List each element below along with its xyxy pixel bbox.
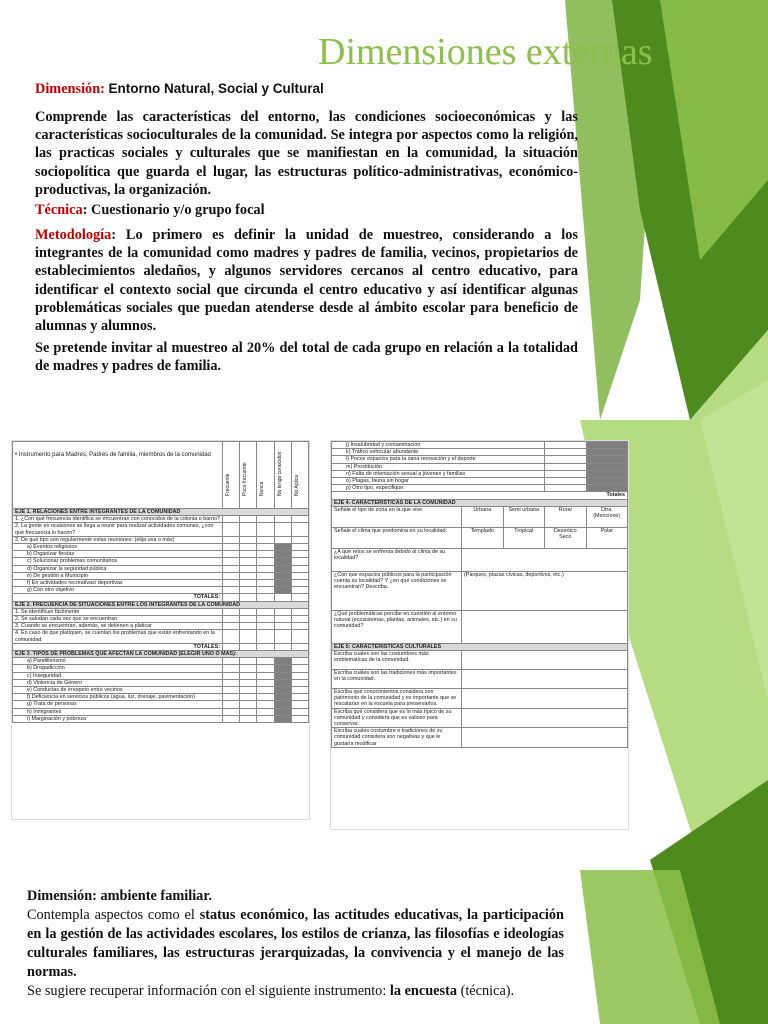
questionnaire-table-2 [331,441,628,748]
sheet1-answer-cell[interactable] [223,630,240,643]
sheet1-row [13,580,309,587]
sheet1-answer-cell[interactable] [274,594,291,601]
sheet1-row-label: TOTALES: [13,594,223,601]
sheet1-row-label: EJE 1. RELACIONES ENTRE INTEGRANTES DE LA COMUNIDAD [13,509,309,516]
sheet1-row-label: EJE 2. FRECUENCIA DE SITUACIONES ENTRE LOS INTEGRANTES DE LA COMUNIDAD [13,601,309,608]
sheet1-answer-cell[interactable] [223,672,240,679]
sheet1-answer-cell[interactable] [240,544,257,551]
sheet1-answer-cell[interactable] [291,544,308,551]
questionnaire-table-1 [12,441,309,723]
dimension2-p2-end: (técnica). [460,983,515,999]
sheet1-answer-cell[interactable] [274,580,291,587]
sheet1-answer-cell[interactable] [274,565,291,572]
sheet2-problem-label: n) Falta de orientación sexual a jóvenes y familias [332,470,545,477]
sheet2-open-question: ¿Qué problemáticas percibe en cuestión al entorno natural (ecosistemas, plantas, animales, etc.) en su comunidad? [332,610,462,643]
sheet1-answer-cell[interactable] [291,523,308,536]
sheet1-row [13,594,309,601]
sheet1-answer-cell[interactable] [223,665,240,672]
sheet2-problem-row [332,442,628,449]
sheet1-answer-cell[interactable] [274,658,291,665]
sheet2-cultural-question: Escriba cuales son las costumbres más emblemáticas de la comunidad. [332,651,462,670]
sheet1-answer-cell[interactable] [257,516,274,523]
sheet1-answer-cell[interactable] [223,516,240,523]
sheet1-answer-cell[interactable] [240,565,257,572]
sheet1-row [13,672,309,679]
sheet1-answer-cell[interactable] [274,643,291,650]
sheet2-answer-cell[interactable] [545,442,587,449]
sheet1-answer-cell[interactable] [274,665,291,672]
sheet1-row [13,687,309,694]
sheet2-answer-cell[interactable] [545,470,587,477]
sheet2-zona-option[interactable]: Semi urbana [503,506,545,527]
sheet2-answer-cell[interactable] [545,478,587,485]
sheet1-answer-cell[interactable] [257,630,274,643]
sheet1-row-label: 1. ¿Con qué frecuencia identifica se encuentran con conocidos de la colonia o barrio? [13,516,223,523]
dimension-description: Comprende las características del entorno, las condiciones socioeconómicas y las características socioculturales de la comunidad. Se integra por aspectos como la religión, las practicas sociales y culturales que se manifiestan en la comunidad, la situación sociopolítica que guarda el lugar, las estructuras político-administrativas, económico-productivas, la organización. [35,109,578,198]
sheet1-row-label: e) Conductas de irrespeto entre vecinos [13,687,223,694]
sheet1-answer-cell[interactable] [257,572,274,579]
dimension-line [35,80,578,98]
sheet2-cultural-answer[interactable] [462,651,628,670]
sheet1-answer-cell[interactable] [291,587,308,594]
sheet2-eje5-row [332,643,628,650]
sheet1-col-3: No tengo conocidos [276,451,283,496]
sheet1-row [13,623,309,630]
sheet1-answer-cell[interactable] [274,523,291,536]
sheet1-answer-cell[interactable] [257,551,274,558]
sheet1-header-row [13,442,309,509]
sheet1-answer-cell[interactable] [291,608,308,615]
sheet1-row [13,658,309,665]
sheet1-answer-cell[interactable] [240,536,257,543]
sheet2-clima-option[interactable]: Polar [586,527,628,548]
sheet1-answer-cell[interactable] [240,701,257,708]
sheet1-row [13,665,309,672]
sheet2-totales-row [332,492,628,499]
sheet2-problem-row [332,449,628,456]
sheet2-eje5: EJE 5: CARACTERISTICAS CULTURALES [332,643,628,650]
sheet1-answer-cell[interactable] [240,587,257,594]
sheet1-row-label: d) Organizar la seguridad pública [13,565,223,572]
tecnica-label: Técnica [35,202,83,218]
sheet1-row-label: i) Marginación y pobreza [13,715,223,722]
sheet1-row-label: TOTALES: [13,643,223,650]
sheet1-answer-cell[interactable] [257,715,274,722]
sheet2-clima-option[interactable]: Tropical [503,527,545,548]
sheet1-answer-cell[interactable] [274,544,291,551]
sheet2-answer-cell[interactable] [586,485,628,492]
sheet1-row [13,715,309,722]
sheet1-answer-cell[interactable] [240,643,257,650]
sheet2-problem-row [332,470,628,477]
sheet1-row [13,651,309,658]
sheet1-answer-cell[interactable] [274,701,291,708]
sheet1-answer-cell[interactable] [223,551,240,558]
sheet2-zona-option[interactable]: Rural [545,506,587,527]
sheet1-answer-cell[interactable] [291,708,308,715]
dimension2-p1-bold: status económico, las actitudes educativas, la participación en la gestión de las actividades escolares, los estilos de crianza, las filosofías e ideologías culturales familiares, las estructuras jerarquizadas, la convivencia y el manejo de las normas. [27,907,564,980]
sheet2-cultural-question: Escriba qué conocimientos considera son patrimonio de la comunidad y es importante que se rescataran en la escuela para preservarlos. [332,689,462,709]
sheet1-header-text: Instrumento para Madres, Padres de familia, miembros de la comunidad [18,452,211,458]
sheet1-row-label: h) Inmigrantes [13,708,223,715]
sheet2-answer-cell[interactable] [586,442,628,449]
sheet2-answer-cell[interactable] [545,456,587,463]
sheet1-answer-cell[interactable] [240,594,257,601]
sheet1-answer-cell[interactable] [291,672,308,679]
sheet2-answer-cell[interactable] [586,463,628,470]
sheet2-clima-option[interactable]: Desertico Seco [545,527,587,548]
sheet1-answer-cell[interactable] [223,580,240,587]
sheet2-cultural-question: Escriba qué considera que es lo más típico de su comunidad y considera que es valioso para conservar. [332,708,462,728]
sheet2-problem-label: o) Plagas, fauna sin hogar [332,478,545,485]
sheet1-answer-cell[interactable] [274,558,291,565]
sheet1-answer-cell[interactable] [274,572,291,579]
sheet1-row [13,544,309,551]
sheet1-answer-cell[interactable] [240,623,257,630]
sheet2-cultural-row [332,670,628,689]
sheet2-cultural-question: Escriba cuáles son las tradiciones más importantes en la comunidad. [332,670,462,689]
sheet2-zona-option[interactable]: Urbana [462,506,504,527]
sheet1-answer-cell[interactable] [257,616,274,623]
sheet1-row-label: b) Organizar fiestas [13,551,223,558]
sheet1-answer-cell[interactable] [223,572,240,579]
sheet1-row [13,516,309,523]
sheet1-row-label: 4. En caso de que platiquen, se cuentan los problemas que están enfrentando en la comunidad [13,630,223,643]
sheet1-row [13,523,309,536]
questionnaire-sheet-1 [11,440,310,820]
sheet2-cultural-row [332,651,628,670]
sheet2-clima-option[interactable]: Templado [462,527,504,548]
sheet1-answer-cell[interactable] [223,558,240,565]
sheet1-answer-cell[interactable] [274,516,291,523]
sheet2-answer-cell[interactable] [545,463,587,470]
sheet1-answer-cell[interactable] [291,643,308,650]
sheet2-problem-label: m) Prostitución [332,463,545,470]
sheet2-cultural-row [332,689,628,709]
sheet1-answer-cell[interactable] [223,643,240,650]
sheet1-answer-cell[interactable] [257,643,274,650]
sheet2-cultural-row [332,728,628,748]
sheet2-cultural-question: Escriba cuales costumbre o tradiciones de su comunidad considera son negativas y que le gustaría modificar [332,728,462,748]
sheet1-row-label: f) En actividades recreativas/ deportivas [13,580,223,587]
sheet1-answer-cell[interactable] [240,665,257,672]
sheet1-answer-cell[interactable] [223,587,240,594]
sheet1-answer-cell[interactable] [223,715,240,722]
sheet1-answer-cell[interactable] [240,708,257,715]
sheet1-answer-cell[interactable] [291,665,308,672]
sheet2-answer-cell[interactable] [586,478,628,485]
sheet1-answer-cell[interactable] [257,658,274,665]
sheet1-answer-cell[interactable] [257,523,274,536]
sheet2-problem-label: p) Otro tipo, especifique: [332,485,545,492]
sheet1-answer-cell[interactable] [257,558,274,565]
sheet2-answer-cell[interactable] [545,449,587,456]
metodologia-paragraph [35,226,578,335]
sheet1-answer-cell[interactable] [274,694,291,701]
sheet1-answer-cell[interactable] [274,608,291,615]
sheet1-row-label: g) Trata de personas [13,701,223,708]
dimension2-heading: Dimensión: ambiente familiar. [27,888,212,904]
sheet1-col-2: Nunca [259,481,266,496]
sheet1-answer-cell[interactable] [291,572,308,579]
sheet1-answer-cell[interactable] [257,672,274,679]
sheet1-answer-cell[interactable] [240,630,257,643]
sheet2-eje4-row [332,499,628,506]
sheet1-row-label: 1. Se identifican fácilmente [13,608,223,615]
sheet1-answer-cell[interactable] [257,665,274,672]
questionnaire-sheet-2 [330,440,629,830]
sheet1-answer-cell[interactable] [240,672,257,679]
sheet1-row-label: 3. De qué tipo son regularmente estas reuniones: (elija una o más) [13,536,223,543]
sheet1-row-label: c) Inseguridad [13,672,223,679]
sheet1-answer-cell[interactable] [240,608,257,615]
sheet1-answer-cell[interactable] [274,587,291,594]
sheet1-answer-cell[interactable] [291,715,308,722]
sheet1-row-label: b) Drogadicción [13,665,223,672]
sheet1-row-label: d) Violencia de Género [13,679,223,686]
sheet1-answer-cell[interactable] [223,708,240,715]
sheet1-answer-cell[interactable] [274,687,291,694]
sheet1-answer-cell[interactable] [223,544,240,551]
sheet1-row [13,558,309,565]
sheet1-answer-cell[interactable] [291,551,308,558]
sheet1-answer-cell[interactable] [291,536,308,543]
sheet1-answer-cell[interactable] [240,616,257,623]
sheet1-row-label: a) Eventos religiosos [13,544,223,551]
sheet2-eje4: EJE 4. CARACTERISTICAS DE LA COMUNIDAD [332,499,628,506]
sheet2-problem-row [332,463,628,470]
sheet2-cultural-row [332,708,628,728]
sheet1-answer-cell[interactable] [274,551,291,558]
sheet1-answer-cell[interactable] [257,608,274,615]
sheet1-answer-cell[interactable] [240,715,257,722]
sheet2-cultural-answer[interactable] [462,689,628,709]
sheet1-answer-cell[interactable] [223,694,240,701]
sheet1-row-label: e) De gestión a Municipio [13,572,223,579]
sheet1-answer-cell[interactable] [223,701,240,708]
sheet1-answer-cell[interactable] [291,594,308,601]
sheet1-row [13,608,309,615]
sheet1-row-label: 3. Cuando se encuentran, además, se detienen a platicar [13,623,223,630]
sheet1-answer-cell[interactable] [274,715,291,722]
sheet1-col-0: Frecuente [225,473,231,496]
sheet1-answer-cell[interactable] [223,565,240,572]
muestreo-paragraph: Se pretende invitar al muestreo al 20% del total de cada grupo en relación a la totalidad de madres y padres de familia. [35,340,578,375]
sheet2-problem-label: j) Insalubridad y contaminación [332,442,545,449]
sheet1-answer-cell[interactable] [223,623,240,630]
sheet2-clima-row [332,527,628,548]
sheet1-answer-cell[interactable] [257,580,274,587]
sheet1-answer-cell[interactable] [240,523,257,536]
sheet1-answer-cell[interactable] [240,658,257,665]
sheet1-answer-cell[interactable] [257,687,274,694]
page-title: Dimensiones externas [318,31,653,73]
sheet1-row [13,679,309,686]
sheet1-answer-cell[interactable] [291,565,308,572]
sheet1-row [13,587,309,594]
sheet1-answer-cell[interactable] [223,608,240,615]
sheet2-open-question-row [332,571,628,610]
sheet1-row [13,551,309,558]
sheet1-col-1: Poco frecuente [242,462,249,496]
sheet1-answer-cell[interactable] [240,580,257,587]
sheet1-answer-cell[interactable] [291,516,308,523]
sheet1-col-4: No Aplica [293,474,300,496]
sheet1-answer-cell[interactable] [257,701,274,708]
sheet1-answer-cell[interactable] [240,572,257,579]
sheet1-answer-cell[interactable] [291,616,308,623]
sheet1-answer-cell[interactable] [223,658,240,665]
sheet1-answer-cell[interactable] [291,687,308,694]
sheet2-open-question: ¿Con que espacios públicos para la participación cuenta su localidad? Y ¿en qué condiciones se encuentran? Describa. [332,571,462,610]
sheet1-answer-cell[interactable] [291,558,308,565]
sheet2-zona-option[interactable]: Otra. (Mencione) [586,506,628,527]
sheet1-answer-cell[interactable] [223,687,240,694]
sheet1-answer-cell[interactable] [257,679,274,686]
sheet1-row [13,616,309,623]
sheet1-answer-cell[interactable] [274,536,291,543]
sheet2-answer-cell[interactable] [586,456,628,463]
sheet1-answer-cell[interactable] [223,679,240,686]
dimension2-paragraph-2 [27,982,564,1001]
sheet1-answer-cell[interactable] [291,658,308,665]
sheet2-problem-row [332,456,628,463]
sheet1-row-label: c) Solucionar problemas comunitarios [13,558,223,565]
sheet1-answer-cell[interactable] [257,544,274,551]
sheet2-open-question-row [332,548,628,571]
dimension2-p2-bold: la encuesta [389,983,457,999]
dimension-label: Dimensión: [35,81,105,97]
sheet1-row [13,565,309,572]
sheet1-answer-cell[interactable] [223,523,240,536]
sheet2-problem-label: k) Tráfico vehicular abundante [332,449,545,456]
sheet2-clima-question: Señale el clima que predomina en su localidad: [332,527,462,548]
sheet1-answer-cell[interactable] [240,516,257,523]
sheet2-problem-row [332,485,628,492]
sheet1-answer-cell[interactable] [257,694,274,701]
sheet2-cultural-answer[interactable] [462,670,628,689]
sheet1-row-label: 2. La gente en ocasiones se llega a reunir para realizar actividades comunes, ¿con qué frecuencia lo hacen? [13,523,223,536]
sheet1-answer-cell[interactable] [257,536,274,543]
sheet1-answer-cell[interactable] [274,616,291,623]
dimension2-p2-start: Se sugiere recuperar información con el siguiente instrumento: [27,983,390,999]
sheet1-answer-cell[interactable] [291,580,308,587]
sheet1-row [13,601,309,608]
metodologia-label: Metodología [35,227,112,243]
sheet1-answer-cell[interactable] [223,616,240,623]
sheet1-answer-cell[interactable] [291,694,308,701]
sheet2-zona-row [332,506,628,527]
sheet2-cultural-answer[interactable] [462,708,628,728]
sheet2-open-question: ¿A qué retos se enfrenta debido al clima de su localidad? [332,548,462,571]
sheet1-answer-cell[interactable] [291,623,308,630]
sheet1-answer-cell[interactable] [223,536,240,543]
sheet2-open-answer[interactable] [462,548,628,571]
dimension2-paragraph-1 [27,906,564,982]
sheet1-row-label: g) Con otro objetivo [13,587,223,594]
sheet1-row [13,509,309,516]
sheet1-answer-cell[interactable] [240,558,257,565]
sheet1-answer-cell[interactable] [274,630,291,643]
sheet1-row [13,572,309,579]
sheet1-answer-cell[interactable] [291,630,308,643]
sheet1-answer-cell[interactable] [274,679,291,686]
sheet2-open-question-row [332,610,628,643]
sheet1-answer-cell[interactable] [274,623,291,630]
sheet1-row [13,643,309,650]
sheet2-problem-row [332,478,628,485]
sheet2-answer-cell[interactable] [545,485,587,492]
sheet1-answer-cell[interactable] [240,679,257,686]
sheet2-answer-cell[interactable] [586,449,628,456]
sheet1-row-label: f) Deficiencia en servicios públicos (agua, luz, drenaje, pavimentación) [13,694,223,701]
sheet1-row-label: 2. Se saludan cada vez que se encuentran [13,616,223,623]
dimension2-p1-start: Contempla aspectos como el [27,907,200,923]
sheet2-problem-label: l) Pocos espacios para la sana recreación y el deporte [332,456,545,463]
metodologia-value: : Lo primero es definir la unidad de muestreo, considerando a los integrantes de la comunidad como madres y padres de familia, vecinos, propietarios de establecimientos aledaños, y algunos servidores cercanos al centro educativo, para identificar el contexto social que circunda el centro educativo y así identificar algunas problemáticas sociales que puedan atenderse desde al ámbito escolar para beneficio de alumnas y alumnos. [35,227,578,335]
sheet1-answer-cell[interactable] [240,694,257,701]
sheet1-header: • Instrumento para Madres, Padres de familia, miembros de la comunidad [13,442,223,509]
sheet1-answer-cell[interactable] [223,594,240,601]
dimension-ambiente-familiar [27,887,564,1001]
sheet1-answer-cell[interactable] [291,679,308,686]
sheet1-answer-cell[interactable] [291,701,308,708]
sheet1-row [13,536,309,543]
dimension-value: Entorno Natural, Social y Cultural [108,81,324,96]
tecnica-line [35,201,578,219]
sheet2-totales-label: Totales [332,492,628,499]
sheet1-answer-cell[interactable] [240,687,257,694]
sheet1-answer-cell[interactable] [240,551,257,558]
sheet1-row [13,701,309,708]
sheet1-row-label: EJE 3. TIPOS DE PROBLEMAS QUE AFECTAN LA COMUNIDAD (ELEGIR UNO O MÁS): [13,651,309,658]
sheet1-answer-cell[interactable] [274,672,291,679]
sheet1-answer-cell[interactable] [257,587,274,594]
sheet1-row [13,694,309,701]
sheet2-answer-cell[interactable] [586,470,628,477]
sheet2-open-answer[interactable] [462,610,628,643]
tecnica-value: : Cuestionario y/o grupo focal [82,202,265,218]
sheet1-row [13,708,309,715]
sheet1-answer-cell[interactable] [257,594,274,601]
sheet1-answer-cell[interactable] [274,708,291,715]
sheet1-row [13,630,309,643]
sheet1-row-label: a) Pandillerismo [13,658,223,665]
sheet2-open-answer[interactable]: (Parques, plazas cívicas, deportivos, etc.) [462,571,628,610]
sheet1-answer-cell[interactable] [257,623,274,630]
sheet1-answer-cell[interactable] [257,708,274,715]
sheet2-zona-question: Señale el tipo de zona en la que vive: [332,506,462,527]
sheet2-cultural-answer[interactable] [462,728,628,748]
sheet1-answer-cell[interactable] [257,565,274,572]
